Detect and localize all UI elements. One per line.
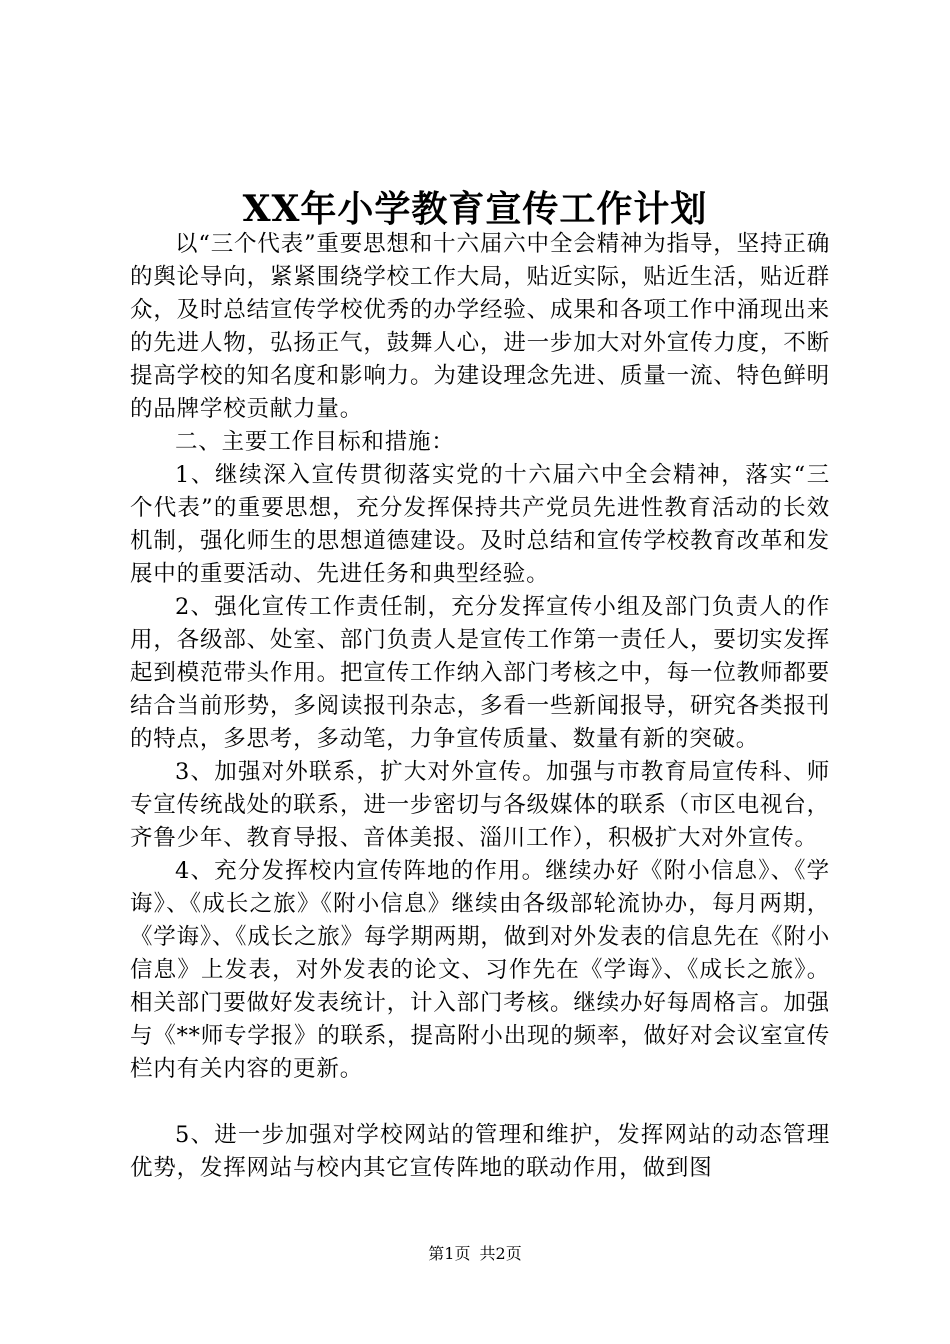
item-paragraph-5: 5、进一步加强对学校网站的管理和维护，发挥网站的动态管理优势，发挥网站与校内其它宣传阵地的联动作用，做到图 [130, 1122, 830, 1181]
page-footer [0, 1243, 950, 1265]
item-paragraph-3: 3、加强对外联系，扩大对外宣传。加强与市教育局宣传科、师专宣传统战处的联系，进一步密切与各级媒体的联系（市区电视台，齐鲁少年、教育导报、音体美报、淄川工作），积极扩大对外宣传。 [130, 759, 830, 851]
item-paragraph-1: 1、继续深入宣传贯彻落实党的十六届六中全会精神，落实“三个代表”的重要思想，充分发挥保持共产党员先进性教育活动的长效机制，强化师生的思想道德建设。及时总结和宣传学校教育改革和发展中的重要活动、先进任务和典型经验。 [130, 462, 830, 587]
item-paragraph-4: 4、充分发挥校内宣传阵地的作用。继续办好《附小信息》、《学诲》、《成长之旅》《附小信息》继续由各级部轮流协办，每月两期，《学诲》、《成长之旅》每学期两期，做到对外发表的信息先在《附小信息》上发表，对外发表的论文、习作先在《学诲》、《成长之旅》。相关部门要做好发表统计，计入部门考核。继续办好每周格言。加强与《**师专学报》的联系，提高附小出现的频率，做好对会议室宣传栏内有关内容的更新。 [130, 858, 830, 1082]
document-body [130, 228, 830, 1185]
page-number: 第1页 [428, 1244, 471, 1263]
page-total: 共2页 [479, 1244, 522, 1263]
document-title: XX年小学教育宣传工作计划 [242, 188, 708, 230]
item-paragraph-2: 2、强化宣传工作责任制，充分发挥宣传小组及部门负责人的作用，各级部、处室、部门负责人是宣传工作第一责任人，要切实发挥起到模范带头作用。把宣传工作纳入部门考核之中，每一位教师都要结合当前形势，多阅读报刊杂志，多看一些新闻报导，研究各类报刊的特点，多思考，多动笔，力争宣传质量、数量有新的突破。 [130, 594, 830, 752]
intro-paragraph: 以“三个代表”重要思想和十六届六中全会精神为指导，坚持正确的舆论导向，紧紧围绕学校工作大局，贴近实际，贴近生活，贴近群众，及时总结宣传学校优秀的办学经验、成果和各项工作中涌现出来的先进人物，弘扬正气，鼓舞人心，进一步加大对外宣传力度，不断提高学校的知名度和影响力。为建设理念先进、质量一流、特色鲜明的品牌学校贡献力量。 [130, 231, 830, 422]
section-heading: 二、主要工作目标和措施： [175, 429, 455, 455]
